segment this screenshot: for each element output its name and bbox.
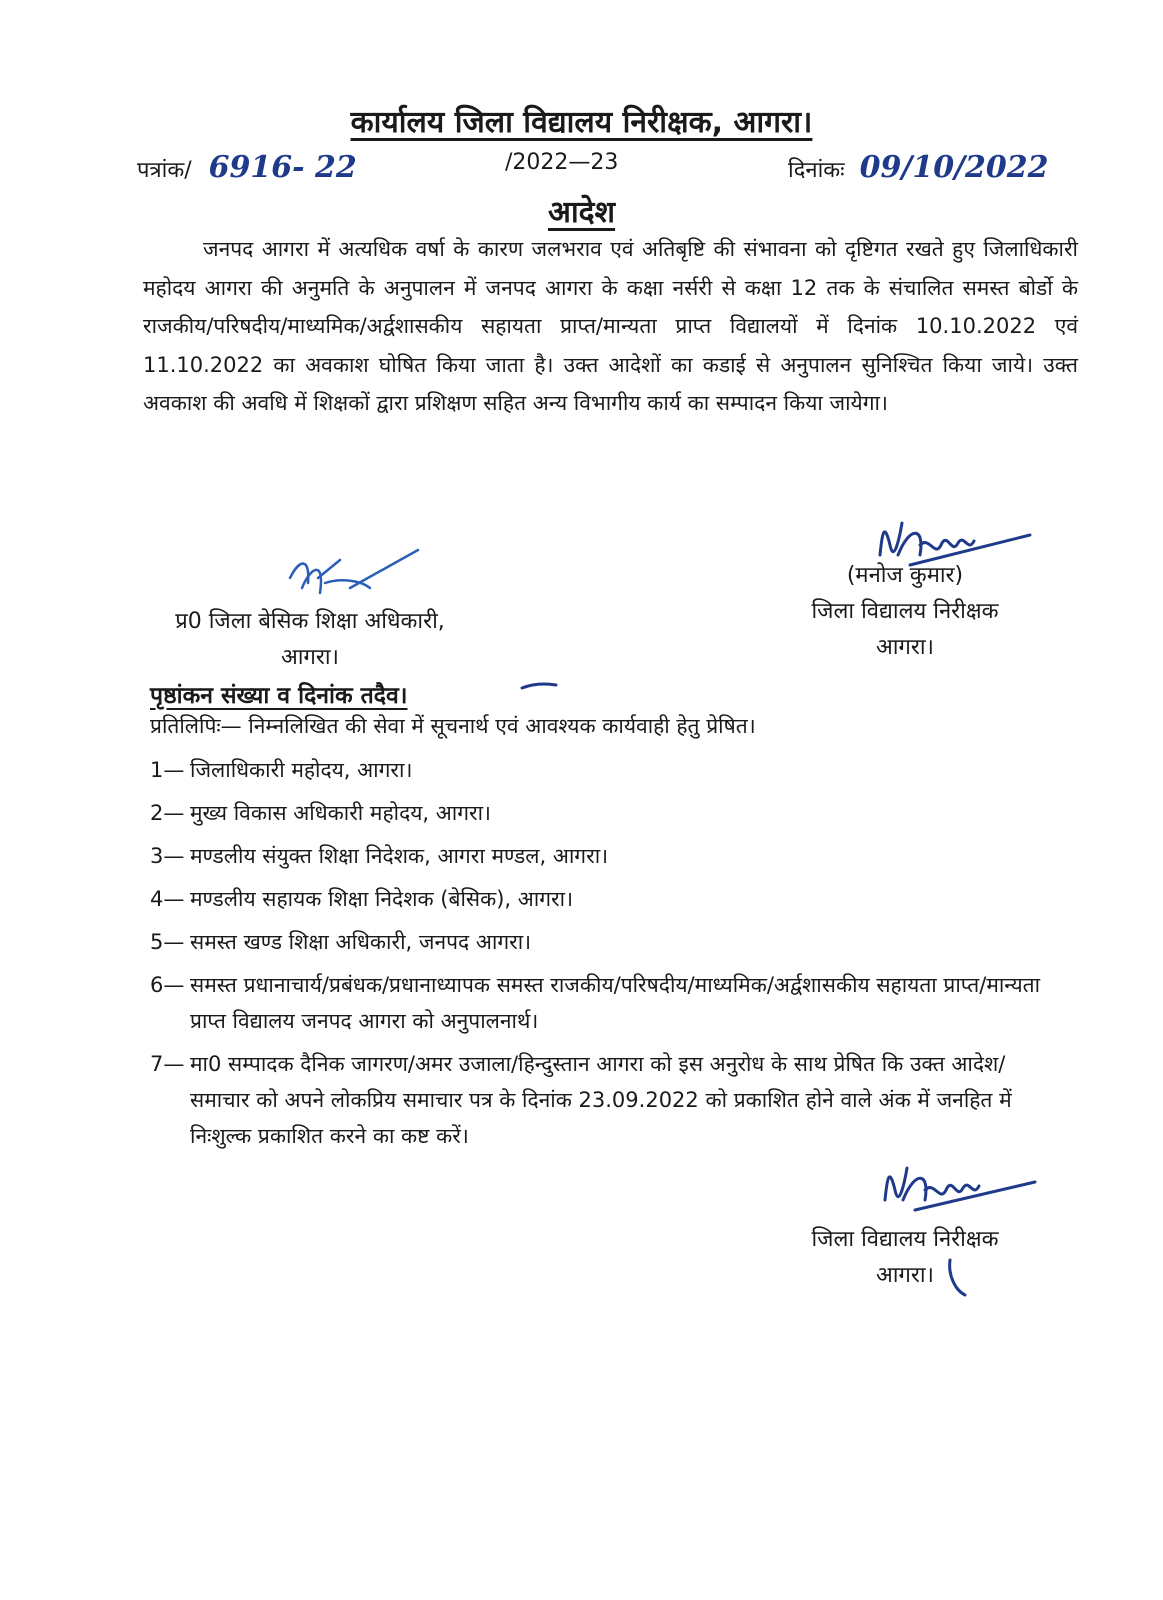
list-item-text: मण्डलीय सहायक शिक्षा निदेशक (बेसिक), आगरा। bbox=[190, 887, 574, 911]
letter-number bbox=[137, 150, 357, 185]
list-item-text: मा0 सम्पादक दैनिक जागरण/अमर उजाला/हिन्दुस्तान आगरा को इस अनुरोध के साथ प्रेषित कि उक्त आदेश/समाचार को अपने लोकप्रिय समाचार पत्र के दिनांक 23.09.2022 को प्रकाशित होने वाले अंक में जनहित में निःशुल्क प्रकाशित करने का कष्ट करें। bbox=[190, 1052, 1012, 1148]
letter-no-handwritten: 6916- 22 bbox=[208, 150, 357, 185]
list-item-text: समस्त खण्ड शिक्षा अधिकारी, जनपद आगरा। bbox=[190, 930, 532, 954]
order-body bbox=[143, 230, 1078, 423]
list-item-number: 6— bbox=[150, 973, 185, 997]
right-signatory-block bbox=[775, 558, 1035, 666]
date-handwritten: 09/10/2022 bbox=[859, 150, 1049, 185]
list-item bbox=[150, 752, 1050, 788]
list-item-number: 1— bbox=[150, 758, 185, 782]
list-item-number: 3— bbox=[150, 844, 185, 868]
final-signatory-place: आगरा। bbox=[876, 1263, 934, 1288]
list-item bbox=[150, 1046, 1050, 1154]
order-body-paragraph: जनपद आगरा में अत्यधिक वर्षा के कारण जलभराव एवं अतिबृष्टि की संभावना को दृष्टिगत रखते हुए जिलाधिकारी महोदय आगरा की अनुमति के अनुपालन में जनपद आगरा के कक्षा नर्सरी से कक्षा 12 तक के संचालित समस्त बोर्डो के राजकीय/परिषदीय/माध्यमिक/अर्द्वशासकीय सहायता प्राप्त/मान्यता प्राप्त विद्यालयों में दिनांक 10.10.2022 एवं 11.10.2022 का अवकाश घोषित किया जाता है। उक्त आदेशों का कडाई से अनुपालन सुनिश्चित किया जाये। उक्त अवकाश की अवधि में शिक्षकों द्वारा प्रशिक्षण सहित अन्य विभागीय कार्य का सम्पादन किया जायेगा। bbox=[143, 237, 1078, 415]
session-year: /2022—23 bbox=[505, 150, 619, 175]
order-title-text: आदेश bbox=[548, 195, 615, 230]
endorsement-heading: पृष्ठांकन संख्या व दिनांक तदैव। bbox=[150, 683, 408, 709]
list-item-text: मुख्य विकास अधिकारी महोदय, आगरा। bbox=[190, 801, 492, 825]
date-label: दिनांकः bbox=[788, 158, 845, 183]
office-title: कार्यालय जिला विद्यालय निरीक्षक, आगरा। bbox=[350, 105, 813, 140]
right-signatory-designation: जिला विद्यालय निरीक्षक bbox=[811, 599, 999, 624]
order-title bbox=[0, 190, 1163, 231]
left-signature bbox=[280, 548, 430, 608]
letter-no-label: पत्रांक/ bbox=[137, 158, 192, 183]
right-signatory-place: आगरा। bbox=[876, 635, 934, 660]
list-item-text: मण्डलीय संयुक्त शिक्षा निदेशक, आगरा मण्डल, आगरा। bbox=[190, 844, 609, 868]
pen-mark bbox=[520, 680, 560, 692]
final-signatory-block bbox=[780, 1222, 1030, 1294]
list-item bbox=[150, 967, 1050, 1039]
list-item-number: 4— bbox=[150, 887, 185, 911]
left-signatory-place: आगरा। bbox=[281, 645, 339, 670]
copy-list bbox=[150, 752, 1050, 1161]
list-item-number: 5— bbox=[150, 930, 185, 954]
list-item bbox=[150, 881, 1050, 917]
left-signatory-designation: प्र0 जिला बेसिक शिक्षा अधिकारी, bbox=[175, 609, 445, 634]
left-signatory-block bbox=[150, 604, 470, 676]
list-item-number: 7— bbox=[150, 1052, 185, 1076]
letter-date bbox=[788, 150, 1049, 185]
office-heading bbox=[0, 100, 1163, 141]
list-item bbox=[150, 795, 1050, 831]
right-signatory-name: (मनोज कुमार) bbox=[846, 563, 964, 588]
final-signatory-designation: जिला विद्यालय निरीक्षक bbox=[811, 1227, 999, 1252]
list-item bbox=[150, 924, 1050, 960]
list-item-number: 2— bbox=[150, 801, 185, 825]
list-item-text: जिलाधिकारी महोदय, आगरा। bbox=[190, 758, 413, 782]
list-item bbox=[150, 838, 1050, 874]
copy-intro: प्रतिलिपिः— निम्नलिखित की सेवा में सूचनार्थ एवं आवश्यक कार्यवाही हेतु प्रेषित। bbox=[150, 714, 756, 738]
list-item-text: समस्त प्रधानाचार्य/प्रबंधक/प्रधानाध्यापक समस्त राजकीय/परिषदीय/माध्यमिक/अर्द्वशासकीय सहायता प्राप्त/मान्यता प्राप्त विद्यालय जनपद आगरा को अनुपालनार्थ। bbox=[190, 973, 1041, 1033]
